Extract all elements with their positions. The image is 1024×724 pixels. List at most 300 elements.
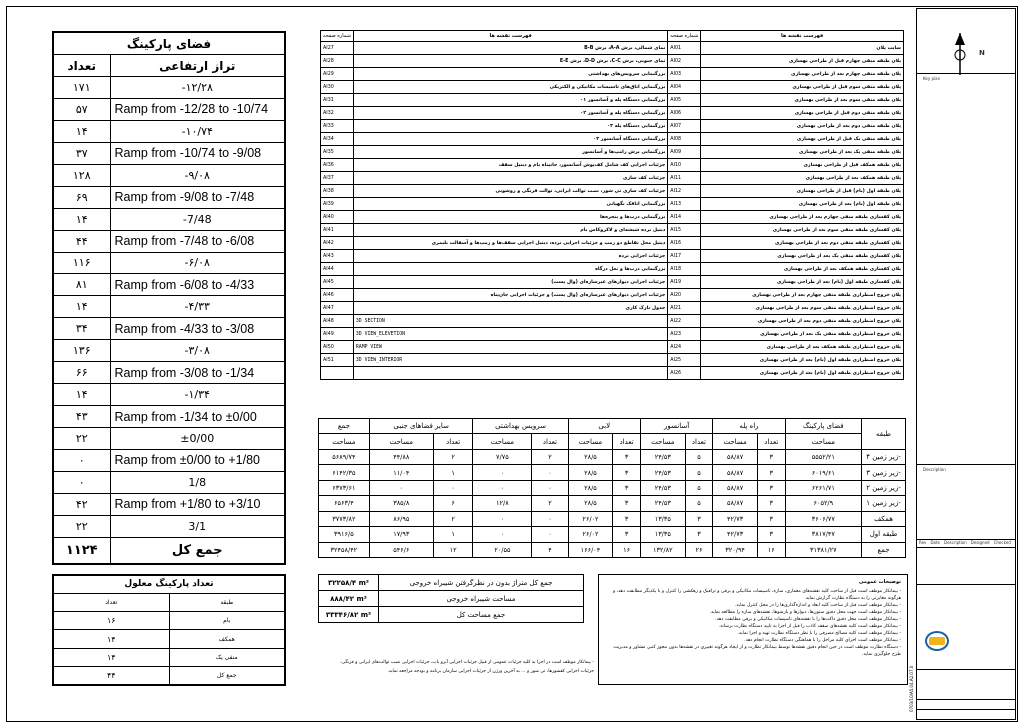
index-left-name: 3D VIEW_INTERIOR — [353, 354, 667, 367]
parking-count-cell: ۴۳ — [53, 406, 110, 428]
area-value-cell: ۳ — [757, 511, 785, 526]
parking-count-cell: ۵۷ — [53, 98, 110, 120]
summary-value: ۸۸۸/۴۲ m² — [319, 591, 379, 607]
index-right-name: پلان طبقه همکف قبل از طراحی بهسازی — [701, 159, 904, 172]
index-left-sheet: AI31 — [321, 94, 354, 107]
parking-row — [53, 362, 285, 384]
area-group-header-cell: لابی — [568, 419, 640, 434]
area-value-cell: ۱۷/۹۳ — [369, 527, 433, 542]
index-right-sheet: AI11 — [668, 172, 701, 185]
parking-level-cell: -۱/۳۴ — [110, 384, 285, 406]
area-value-cell: ۵۸/۸۷ — [713, 465, 758, 480]
index-left-name: جزئیات کف سازی تی شور، نصب توالت ایرانی، توالت فرنگی و روشویی — [353, 185, 667, 198]
index-row — [321, 224, 904, 237]
parking-count-cell: ۶۹ — [53, 186, 110, 208]
parking-count-cell: ۱۴ — [53, 296, 110, 318]
index-row — [321, 172, 904, 185]
index-row — [321, 328, 904, 341]
parking-row — [53, 296, 285, 318]
parking-count-cell: ۱۴ — [53, 384, 110, 406]
index-left-name: بزرگنمایی سرویس‌های بهداشتی — [353, 68, 667, 81]
index-right-name: پلان خروج اضطراری طبقه همکف بعد از طراحی بهسازی — [701, 341, 904, 354]
area-value-cell: ۱ — [433, 465, 473, 480]
summary-value: ۳۳۳۴۶/۸۲ m² — [319, 607, 379, 623]
index-left-sheet: AI36 — [321, 159, 354, 172]
index-left-name — [353, 367, 667, 380]
parking-level-cell: Ramp from -4/33 to -3/08 — [110, 318, 285, 340]
disabled-level-cell: منفی یک — [169, 648, 285, 666]
area-value-cell: ۰ — [532, 511, 568, 526]
index-right-name: پلان خروج اضطراری طبقه اول (بام) بعد از طراحی بهسازی — [701, 354, 904, 367]
index-left-sheet: AI32 — [321, 107, 354, 120]
parking-table-body — [53, 77, 285, 538]
disabled-count-cell: ۱۴ — [53, 630, 169, 648]
area-value-cell: ۲۸/۵ — [568, 449, 613, 464]
index-left-name: RAMP VIEW — [353, 341, 667, 354]
area-value-cell: ۲ — [532, 449, 568, 464]
area-value-cell: ۴۲/۷۳ — [713, 527, 758, 542]
area-value-cell: ۵۶۸۹/۷۴ — [319, 449, 370, 464]
area-value-cell: ۲۸/۵ — [568, 480, 613, 495]
area-group-header — [319, 419, 906, 434]
parking-row — [53, 77, 285, 99]
index-left-name: بزرگنمایی اتاق‌های تاسیسات مکانیکی و الکتریکی — [353, 81, 667, 94]
index-right-sheet: AI22 — [668, 315, 701, 328]
disabled-row — [53, 648, 285, 666]
area-value-cell: ۳ — [613, 511, 641, 526]
note-line: - بیمانکار موظف است کلیه مصالح مصرفی را با نظر دستگاه نظارت تهیه و اجرا نماید. — [737, 631, 901, 636]
parking-row — [53, 208, 285, 230]
index-right-name: پلان طبقه منفی سوم بعد از طراحی بهسازی — [701, 94, 904, 107]
area-value-cell: ۶۳۷۳/۶۱ — [319, 480, 370, 495]
index-right-name: پلان طبقه اول (بام) بعد از طراحی بهسازی — [701, 198, 904, 211]
parking-row — [53, 98, 285, 120]
index-row — [321, 276, 904, 289]
index-row — [321, 159, 904, 172]
area-value-cell: ۳۲۰/۹۴ — [713, 542, 758, 558]
index-left-sheet: AI46 — [321, 289, 354, 302]
parking-levels-table — [52, 31, 286, 565]
disabled-level-cell: بام — [169, 612, 285, 630]
disabled-level-cell: همکف — [169, 630, 285, 648]
index-left-sheet-header: شماره صفحه — [321, 31, 354, 42]
area-group-header-cell: سایر فضاهای جنبی — [369, 419, 473, 434]
area-value-cell: ۲ — [433, 449, 473, 464]
index-right-name: پلان طبقه منفی یک بعد از طراحی بهسازی — [701, 146, 904, 159]
area-value-cell: ۳۸۱۷/۴۷ — [785, 527, 861, 542]
index-right-name: پلان خروج اضطراری طبقه اول (بام) بعد از طراحی بهسازی — [701, 367, 904, 380]
index-row — [321, 367, 904, 380]
area-summary-table — [318, 574, 584, 623]
area-value-cell: ۶۲۶۱/۷۱ — [785, 480, 861, 495]
index-left-sheet: AI41 — [321, 224, 354, 237]
area-value-cell: ۲۴/۵۳ — [640, 449, 685, 464]
index-row — [321, 185, 904, 198]
index-row — [321, 354, 904, 367]
area-value-cell: ۱۳۲/۸۲ — [640, 542, 685, 558]
parking-level-cell: -۱۲/۲۸ — [110, 77, 285, 99]
parking-level-cell: -۹/۰۸ — [110, 164, 285, 186]
index-left-sheet: AI44 — [321, 263, 354, 276]
index-left-name: 3D VIEW_ELEVETION — [353, 328, 667, 341]
area-value-cell: ۳ — [613, 449, 641, 464]
index-left-sheet: AI33 — [321, 120, 354, 133]
index-right-sheet: AI03 — [668, 68, 701, 81]
area-row — [319, 511, 906, 526]
area-value-cell: ۶ — [433, 496, 473, 511]
summary-label: جمع کل متراژ بدون در نظرگرفتن شیبراه خروجی — [379, 575, 584, 591]
note-line: - بیمانکار موظف است جهت محل دقیق ستون‌ها، دیوارها و بازشوها، نقشه‌های سازه را مطالعه نماید. — [709, 610, 901, 615]
area-sub-cell: مساحت — [713, 434, 758, 449]
index-left-sheet: AI51 — [321, 354, 354, 367]
parking-level-cell: -۳/۰۸ — [110, 340, 285, 362]
area-value-cell: ۲۶ — [685, 542, 713, 558]
general-notes — [598, 574, 908, 685]
index-left-name: بزرگنمایی اتاقک نگهبانی — [353, 198, 667, 211]
index-left-name: بزرگنمایی دستگاه پله و آسانسور ۰۲ — [353, 107, 667, 120]
area-value-cell: ۰ — [532, 527, 568, 542]
disabled-table-title: تعداد پارکینگ معلول — [53, 575, 285, 593]
area-sub-cell: تعداد — [532, 434, 568, 449]
area-floor-cell: طبقه اول — [862, 527, 906, 542]
parking-level-cell: Ramp from -9/08 to -7/48 — [110, 186, 285, 208]
index-left-sheet: AI45 — [321, 276, 354, 289]
parking-level-cell: ±0/00 — [110, 428, 285, 450]
parking-level-cell: -۶/۰۸ — [110, 252, 285, 274]
area-group-header-cell: فضای پارکینگ — [785, 419, 861, 434]
index-left-sheet: AI37 — [321, 172, 354, 185]
index-left-name: بزرگنمایی درب‌ها و پنجره‌ها — [353, 211, 667, 224]
footnote-line: جزئیات اجرایی کفشورها، تی شور و ... به آخرین ورژن از جزئیات اجرایی سازمان برنامه و بودجه مراجعه نماید. — [387, 669, 594, 674]
area-value-cell: ۲۸/۵ — [568, 496, 613, 511]
index-right-name: پلان کفسازی طبقه اول (بام) بعد از طراحی بهسازی — [701, 276, 904, 289]
parking-level-cell: Ramp from -10/74 to -9/08 — [110, 142, 285, 164]
area-value-cell: ۶۰۵۲/۹ — [785, 496, 861, 511]
index-left-sheet: AI28 — [321, 55, 354, 68]
index-left-sheet: AI50 — [321, 341, 354, 354]
area-sub-cell: مساحت — [319, 434, 370, 449]
area-value-cell: ۸۶/۹۵ — [369, 511, 433, 526]
index-right-sheet: AI08 — [668, 133, 701, 146]
area-floor-cell: زیر زمین ۲- — [862, 480, 906, 495]
index-right-name: پلان خروج اضطراری طبقه منفی دوم بعد از طراحی بهسازی — [701, 315, 904, 328]
index-right-sheet: AI01 — [668, 42, 701, 55]
area-row — [319, 480, 906, 495]
index-left-name: جزئیات اجرایی نرده — [353, 250, 667, 263]
index-right-name-header: فهرست نقشه ها — [701, 31, 904, 42]
area-value-cell: ۵ — [685, 480, 713, 495]
index-row — [321, 146, 904, 159]
area-value-cell: ۰ — [473, 511, 532, 526]
index-row — [321, 198, 904, 211]
area-value-cell: ۲۶/۰۲ — [568, 527, 613, 542]
index-left-sheet: AI29 — [321, 68, 354, 81]
index-row — [321, 94, 904, 107]
index-row — [321, 250, 904, 263]
parking-count-cell: ۰ — [53, 471, 110, 493]
area-value-cell: ۱۶۶/۰۴ — [568, 542, 613, 558]
index-left-sheet: AI27 — [321, 42, 354, 55]
index-right-name: پلان طبقه همکف بعد از طراحی بهسازی — [701, 172, 904, 185]
area-value-cell: ۵ — [685, 449, 713, 464]
index-row — [321, 263, 904, 276]
index-right-sheet: AI16 — [668, 237, 701, 250]
area-value-cell: ۳ — [613, 465, 641, 480]
summary-label: مساحت شیبراه خروجی — [379, 591, 584, 607]
index-row — [321, 68, 904, 81]
logo-mark — [929, 637, 945, 645]
index-right-sheet: AI12 — [668, 185, 701, 198]
description-label: Description — [923, 467, 946, 472]
area-value-cell: ۳ — [757, 449, 785, 464]
parking-total-label: جمع کل — [110, 537, 285, 564]
area-floor-cell: زیر زمین ۴- — [862, 449, 906, 464]
parking-count-cell: ۱۱۶ — [53, 252, 110, 274]
area-sub-cell: مساحت — [640, 434, 685, 449]
summary-label: جمع مساحت کل — [379, 607, 584, 623]
parking-row — [53, 493, 285, 515]
index-row — [321, 81, 904, 94]
area-value-cell: ۳۱۳۸۱/۲۷ — [785, 542, 861, 558]
index-right-sheet: AI07 — [668, 120, 701, 133]
index-right-sheet: AI18 — [668, 263, 701, 276]
index-left-name: جزئیات اجرایی کف شامل کف‌پوش آسانسور، جانپناه بام و دیتیل سقف — [353, 159, 667, 172]
parking-count-cell: ۴۴ — [53, 230, 110, 252]
area-value-cell: ۱۲/۸ — [473, 496, 532, 511]
note-line: - بیمانکار موظف است محل دقیق داکت‌ها را با نقشه‌های تاسیسات مکانیکی و برقی مطابقت دهد. — [715, 617, 901, 622]
title-block — [916, 8, 1016, 720]
index-left-sheet: AI34 — [321, 133, 354, 146]
parking-row — [53, 318, 285, 340]
note-line: - بیمانکار موظف است قبل از ساخت کلیه نقشه‌های معماری، سازه، تاسیسات مکانیکی و برقی و ترافیک و زهکشی را کنترل و با یکدیگر مطابقت دهد، و هرگونه مغایرتی را به دستگاه نظارت گزارش نماید. — [612, 589, 901, 601]
footnote-line: - بیمانکار موظف است در اجرا به کلیه جزئیات عمومی از قبیل جزئیات اجرایی آبرو باب، جزئیات اجرایی نصب توالت‌های ایرانی و فرنگی، — [340, 660, 594, 665]
area-value-cell: ۳ — [613, 496, 641, 511]
parking-count-cell: ۸۱ — [53, 274, 110, 296]
area-value-cell: ۶۵۶۳/۴ — [319, 496, 370, 511]
parking-count-cell: ۴۲ — [53, 493, 110, 515]
parking-row — [53, 384, 285, 406]
area-group-header-cell: راه پله — [713, 419, 785, 434]
disabled-level-cell: جمع کل — [169, 667, 285, 685]
area-floor-header: طبقه — [862, 419, 906, 450]
footnote — [290, 658, 594, 676]
area-value-cell: ۲۸/۵ — [568, 465, 613, 480]
parking-level-cell: 3/1 — [110, 515, 285, 537]
index-left-sheet: AI48 — [321, 315, 354, 328]
area-sub-cell: مساحت — [568, 434, 613, 449]
disabled-count-cell: ۱۶ — [53, 612, 169, 630]
parking-row — [53, 230, 285, 252]
parking-col-level: تراز ارتفاعی — [110, 55, 285, 77]
area-value-cell: ۳ — [757, 480, 785, 495]
area-value-cell: ۳ — [757, 527, 785, 542]
index-row — [321, 315, 904, 328]
area-value-cell: ۳۲۴۵۸/۴۲ — [319, 542, 370, 558]
index-right-sheet: AI20 — [668, 289, 701, 302]
parking-level-cell: -۱۰/۷۴ — [110, 120, 285, 142]
index-right-name: پلان کفسازی طبقه منفی دوم بعد از طراحی بهسازی — [701, 237, 904, 250]
parking-level-cell: -۴/۳۳ — [110, 296, 285, 318]
index-right-sheet: AI02 — [668, 55, 701, 68]
index-right-name: پلان طبقه منفی دوم بعد از طراحی بهسازی — [701, 120, 904, 133]
area-value-cell: ۱۳/۳۵ — [640, 527, 685, 542]
area-value-cell: ۱۶ — [757, 542, 785, 558]
area-row — [319, 465, 906, 480]
area-value-cell: ۲۴/۵۳ — [640, 465, 685, 480]
index-right-name: پلان کفسازی طبقه منفی چهارم بعد از طراحی بهسازی — [701, 211, 904, 224]
parking-row — [53, 449, 285, 471]
index-right-sheet: AI05 — [668, 94, 701, 107]
index-right-sheet: AI24 — [668, 341, 701, 354]
area-row — [319, 449, 906, 464]
index-row — [321, 341, 904, 354]
parking-row — [53, 274, 285, 296]
parking-total-count: ۱۱۲۴ — [53, 537, 110, 564]
note-line: - بیمانکار موظف است کلیه نقشه‌های سقف کاذب را قبل از اجرا به تایید دستگاه نظارت برساند. — [718, 624, 901, 629]
area-value-cell: ۵۸/۸۷ — [713, 449, 758, 464]
index-right-sheet: AI04 — [668, 81, 701, 94]
index-left-sheet: AI39 — [321, 198, 354, 211]
index-right-sheet-header: شماره صفحه — [668, 31, 701, 42]
area-value-cell: ۱۶ — [613, 542, 641, 558]
index-left-name: جزئیات اجرایی دیوارهای غیرسازه‌ای (وال پست) — [353, 276, 667, 289]
area-floor-cell: زیر زمین ۳- — [862, 465, 906, 480]
area-value-cell: ۵۸/۸۷ — [713, 496, 758, 511]
index-left-name: جزئیات کف سازی — [353, 172, 667, 185]
summary-row — [319, 591, 584, 607]
area-value-cell: ۰ — [473, 527, 532, 542]
area-value-cell: ۶۱۴۲/۳۵ — [319, 465, 370, 480]
parking-count-cell: ۱۲۸ — [53, 164, 110, 186]
area-value-cell: ۳ — [613, 527, 641, 542]
north-label: N — [979, 49, 985, 57]
area-value-cell: ۲۴/۵۳ — [640, 496, 685, 511]
parking-col-count: تعداد — [53, 55, 110, 77]
area-floor-cell: همکف — [862, 511, 906, 526]
index-right-name: پلان خروج اضطراری طبقه منفی یک بعد از طراحی بهسازی — [701, 328, 904, 341]
index-left-name-header: فهرست نقشه ها — [353, 31, 667, 42]
area-value-cell: ۳۷۷۳/۸۲ — [319, 511, 370, 526]
note-line: - بیمانکار موظف است اجرای کلیه مراحل را با هماهنگی دستگاه نظارت انجام دهد. — [744, 638, 901, 643]
parking-count-cell: ۱۷۱ — [53, 77, 110, 99]
index-right-name: پلان خروج اضطراری طبقه منفی چهارم بعد از طراحی بهسازی — [701, 289, 904, 302]
area-value-cell: ۲ — [532, 496, 568, 511]
area-value-cell: ۶۰۱۹/۶۱ — [785, 465, 861, 480]
parking-row — [53, 120, 285, 142]
area-row — [319, 496, 906, 511]
index-row — [321, 42, 904, 55]
parking-row — [53, 515, 285, 537]
area-value-cell: ۳۶۰۶/۷۷ — [785, 511, 861, 526]
parking-count-cell: ۳۴ — [53, 318, 110, 340]
parking-row — [53, 186, 285, 208]
area-value-cell: ۰ — [473, 480, 532, 495]
index-right-sheet: AI25 — [668, 354, 701, 367]
index-right-name: پلان خروج اضطراری طبقه منفی سوم بعد از طراحی بهسازی — [701, 302, 904, 315]
disabled-col-level: طبقه — [169, 593, 285, 611]
area-value-cell: ۳ — [757, 496, 785, 511]
parking-level-cell: Ramp from -3/08 to -1/34 — [110, 362, 285, 384]
summary-row — [319, 575, 584, 591]
parking-row — [53, 252, 285, 274]
index-right-sheet: AI15 — [668, 224, 701, 237]
disabled-table-body — [53, 612, 285, 685]
area-value-cell: ۰ — [532, 465, 568, 480]
area-value-cell: ۴۴/۸۸ — [369, 449, 433, 464]
index-row — [321, 211, 904, 224]
index-left-sheet: AI38 — [321, 185, 354, 198]
index-left-sheet: AI40 — [321, 211, 354, 224]
area-value-cell: ۱۱/۰۴ — [369, 465, 433, 480]
index-left-sheet — [321, 367, 354, 380]
area-value-cell: ۰ — [433, 480, 473, 495]
index-right-sheet: AI19 — [668, 276, 701, 289]
area-sub-cell: تعداد — [685, 434, 713, 449]
index-right-name: پلان طبقه منفی دوم قبل از طراحی بهسازی — [701, 107, 904, 120]
index-right-name: پلان طبقه منفی سوم قبل از طراحی بهسازی — [701, 81, 904, 94]
notes-title: توضیحات عمومی — [858, 579, 901, 585]
index-left-name: بزرگنمایی دستگاه پله و آسانسور ۰۱ — [353, 94, 667, 107]
area-value-cell: ۱۳/۳۵ — [640, 511, 685, 526]
index-right-name: پلان کفسازی طبقه منفی سوم بعد از طراحی بهسازی — [701, 224, 904, 237]
parking-row — [53, 406, 285, 428]
area-table — [318, 418, 906, 558]
area-value-cell: ۱۲ — [433, 542, 473, 558]
area-row — [319, 527, 906, 542]
area-value-cell: ۳۹۱۶/۵ — [319, 527, 370, 542]
disabled-row — [53, 630, 285, 648]
parking-level-cell: Ramp from -6/08 to -4/33 — [110, 274, 285, 296]
revision-header: Rev Date Description Designed Checked — [919, 540, 1011, 545]
note-line: - بیمانکار موظف است قبل از ساخت کلیه ابعاد و اندازه‌گذاری‌ها را در محل کنترل نماید. — [734, 603, 901, 608]
index-row — [321, 133, 904, 146]
disabled-row — [53, 667, 285, 685]
area-sub-cell: مساحت — [473, 434, 532, 449]
area-group-total: جمع — [319, 419, 370, 434]
disabled-count-cell: ۱۴ — [53, 648, 169, 666]
index-left-name: جدول نازک کاری — [353, 302, 667, 315]
index-right-name: پلان طبقه اول (بام) قبل از طراحی بهسازی — [701, 185, 904, 198]
disabled-col-count: تعداد — [53, 593, 169, 611]
index-right-sheet: AI17 — [668, 250, 701, 263]
index-right-sheet: AI23 — [668, 328, 701, 341]
index-right-sheet: AI10 — [668, 159, 701, 172]
area-floor-cell: زیر زمین ۱- — [862, 496, 906, 511]
index-right-sheet: AI13 — [668, 198, 701, 211]
parking-row — [53, 340, 285, 362]
area-value-cell: ۳ — [613, 480, 641, 495]
parking-count-cell: ۰ — [53, 449, 110, 471]
area-group-header-cell: آسانسور — [640, 419, 712, 434]
north-arrow-icon — [947, 31, 973, 77]
index-right-sheet: AI06 — [668, 107, 701, 120]
index-left-name: بزرگنمایی درب‌ها و نعل درگاه — [353, 263, 667, 276]
parking-count-cell: ۲۲ — [53, 428, 110, 450]
parking-row — [53, 164, 285, 186]
parking-count-cell: ۶۶ — [53, 362, 110, 384]
key-plan-label: Key plan — [923, 76, 941, 81]
area-value-cell: ۳ — [757, 465, 785, 480]
index-right-name: پلان طبقه منفی چهارم قبل از طراحی بهسازی — [701, 55, 904, 68]
index-row — [321, 107, 904, 120]
drawing-index-table — [320, 30, 904, 380]
index-left-name: دیتیل نرده شیشه‌ای و لاکروکاس بام — [353, 224, 667, 237]
area-value-cell: ۴ — [532, 542, 568, 558]
parking-level-cell: Ramp from -1/34 to ±0/00 — [110, 406, 285, 428]
sheet-code: 0703/10/A5.04.A2.07.0 — [909, 665, 914, 712]
index-left-sheet: AI35 — [321, 146, 354, 159]
parking-count-cell: ۱۴ — [53, 208, 110, 230]
